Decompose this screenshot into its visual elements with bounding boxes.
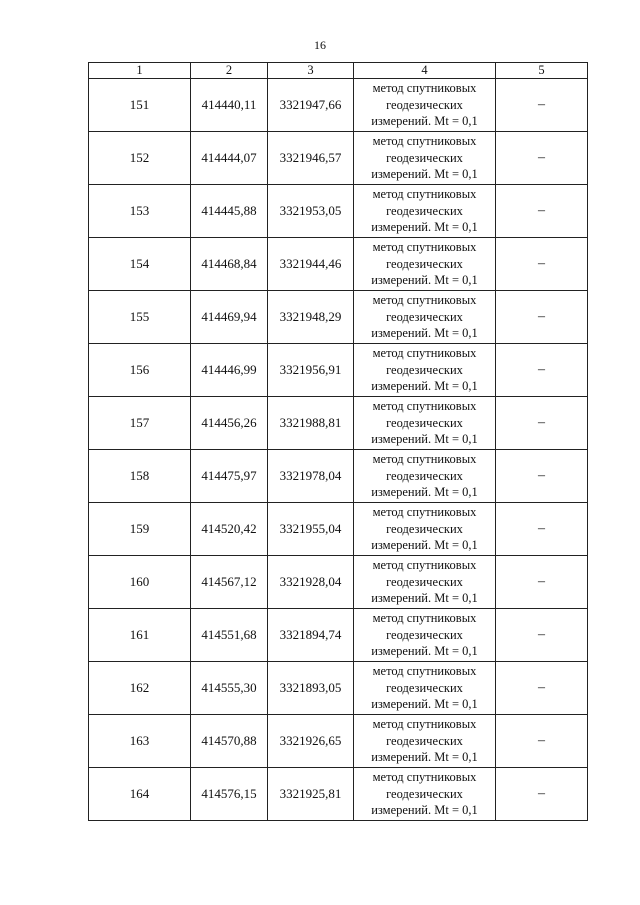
method-line: геодезических [386,521,463,536]
note-cell: – [496,715,588,768]
method-cell [354,662,496,715]
x-coordinate-cell: 414469,94 [191,291,268,344]
header-col-4: 4 [354,63,496,79]
method-line: измерений. Mt = 0,1 [371,167,478,182]
note-cell: – [496,450,588,503]
point-number-cell: 156 [89,344,191,397]
point-number-cell: 153 [89,185,191,238]
method-cell [354,556,496,609]
method-cell [354,238,496,291]
method-line: геодезических [386,468,463,483]
method-line: измерений. Mt = 0,1 [371,432,478,447]
method-cell [354,397,496,450]
note-cell: – [496,238,588,291]
table-row [89,79,588,132]
note-cell: – [496,609,588,662]
x-coordinate-cell: 414570,88 [191,715,268,768]
method-line: измерений. Mt = 0,1 [371,326,478,341]
header-col-3: 3 [268,63,354,79]
method-line: геодезических [386,203,463,218]
page-number: 16 [314,38,326,52]
y-coordinate-cell: 3321944,46 [268,238,354,291]
note-cell: – [496,397,588,450]
y-coordinate-cell: 3321893,05 [268,662,354,715]
x-coordinate-cell: 414567,12 [191,556,268,609]
y-coordinate-cell: 3321926,65 [268,715,354,768]
header-row [89,63,588,79]
method-line: метод спутниковых [372,346,477,361]
point-number-cell: 154 [89,238,191,291]
method-cell [354,344,496,397]
method-line: метод спутниковых [372,187,477,202]
table-row [89,768,588,821]
table-row [89,132,588,185]
method-line: измерений. Mt = 0,1 [371,114,478,129]
point-number-cell: 161 [89,609,191,662]
table-row [89,185,588,238]
method-line: метод спутниковых [372,81,477,96]
point-number-cell: 157 [89,397,191,450]
note-cell: – [496,185,588,238]
y-coordinate-cell: 3321925,81 [268,768,354,821]
method-cell [354,768,496,821]
method-cell [354,715,496,768]
method-line: геодезических [386,362,463,377]
method-line: метод спутниковых [372,452,477,467]
point-number-cell: 159 [89,503,191,556]
point-number-cell: 164 [89,768,191,821]
note-cell: – [496,79,588,132]
method-line: геодезических [386,733,463,748]
method-cell [354,609,496,662]
method-line: измерений. Mt = 0,1 [371,697,478,712]
table-body [89,79,588,821]
y-coordinate-cell: 3321988,81 [268,397,354,450]
x-coordinate-cell: 414440,11 [191,79,268,132]
x-coordinate-cell: 414576,15 [191,768,268,821]
note-cell: – [496,291,588,344]
method-line: измерений. Mt = 0,1 [371,220,478,235]
x-coordinate-cell: 414445,88 [191,185,268,238]
y-coordinate-cell: 3321928,04 [268,556,354,609]
x-coordinate-cell: 414475,97 [191,450,268,503]
method-line: метод спутниковых [372,664,477,679]
method-line: метод спутниковых [372,505,477,520]
point-number-cell: 155 [89,291,191,344]
method-line: геодезических [386,574,463,589]
x-coordinate-cell: 414520,42 [191,503,268,556]
table-row [89,662,588,715]
method-line: измерений. Mt = 0,1 [371,591,478,606]
method-line: метод спутниковых [372,611,477,626]
y-coordinate-cell: 3321948,29 [268,291,354,344]
table-row [89,397,588,450]
table-row [89,344,588,397]
x-coordinate-cell: 414446,99 [191,344,268,397]
method-line: геодезических [386,680,463,695]
y-coordinate-cell: 3321955,04 [268,503,354,556]
table-header [89,63,588,79]
header-col-2: 2 [191,63,268,79]
method-line: метод спутниковых [372,240,477,255]
note-cell: – [496,662,588,715]
method-cell [354,79,496,132]
note-cell: – [496,556,588,609]
method-line: геодезических [386,786,463,801]
method-line: измерений. Mt = 0,1 [371,803,478,818]
note-cell: – [496,132,588,185]
table-row [89,556,588,609]
method-line: метод спутниковых [372,770,477,785]
table-row [89,715,588,768]
y-coordinate-cell: 3321946,57 [268,132,354,185]
method-line: измерений. Mt = 0,1 [371,538,478,553]
y-coordinate-cell: 3321894,74 [268,609,354,662]
method-line: геодезических [386,627,463,642]
point-number-cell: 160 [89,556,191,609]
method-line: метод спутниковых [372,134,477,149]
method-line: измерений. Mt = 0,1 [371,379,478,394]
table-row [89,503,588,556]
note-cell: – [496,344,588,397]
method-cell [354,185,496,238]
method-line: измерений. Mt = 0,1 [371,273,478,288]
method-line: геодезических [386,415,463,430]
point-number-cell: 162 [89,662,191,715]
y-coordinate-cell: 3321956,91 [268,344,354,397]
table-row [89,450,588,503]
table-row [89,609,588,662]
method-line: измерений. Mt = 0,1 [371,750,478,765]
x-coordinate-cell: 414468,84 [191,238,268,291]
y-coordinate-cell: 3321978,04 [268,450,354,503]
method-line: геодезических [386,256,463,271]
method-line: метод спутниковых [372,293,477,308]
note-cell: – [496,503,588,556]
method-cell [354,503,496,556]
coordinates-table [88,62,588,821]
y-coordinate-cell: 3321947,66 [268,79,354,132]
x-coordinate-cell: 414551,68 [191,609,268,662]
header-col-5: 5 [496,63,588,79]
method-cell [354,132,496,185]
method-line: измерений. Mt = 0,1 [371,485,478,500]
header-col-1: 1 [89,63,191,79]
table-row [89,291,588,344]
table-row [89,238,588,291]
method-line: измерений. Mt = 0,1 [371,644,478,659]
method-line: геодезических [386,309,463,324]
point-number-cell: 158 [89,450,191,503]
method-cell [354,450,496,503]
point-number-cell: 163 [89,715,191,768]
method-line: метод спутниковых [372,399,477,414]
point-number-cell: 152 [89,132,191,185]
x-coordinate-cell: 414456,26 [191,397,268,450]
method-cell [354,291,496,344]
method-line: метод спутниковых [372,717,477,732]
x-coordinate-cell: 414444,07 [191,132,268,185]
method-line: геодезических [386,150,463,165]
point-number-cell: 151 [89,79,191,132]
y-coordinate-cell: 3321953,05 [268,185,354,238]
method-line: метод спутниковых [372,558,477,573]
method-line: геодезических [386,97,463,112]
x-coordinate-cell: 414555,30 [191,662,268,715]
note-cell: – [496,768,588,821]
